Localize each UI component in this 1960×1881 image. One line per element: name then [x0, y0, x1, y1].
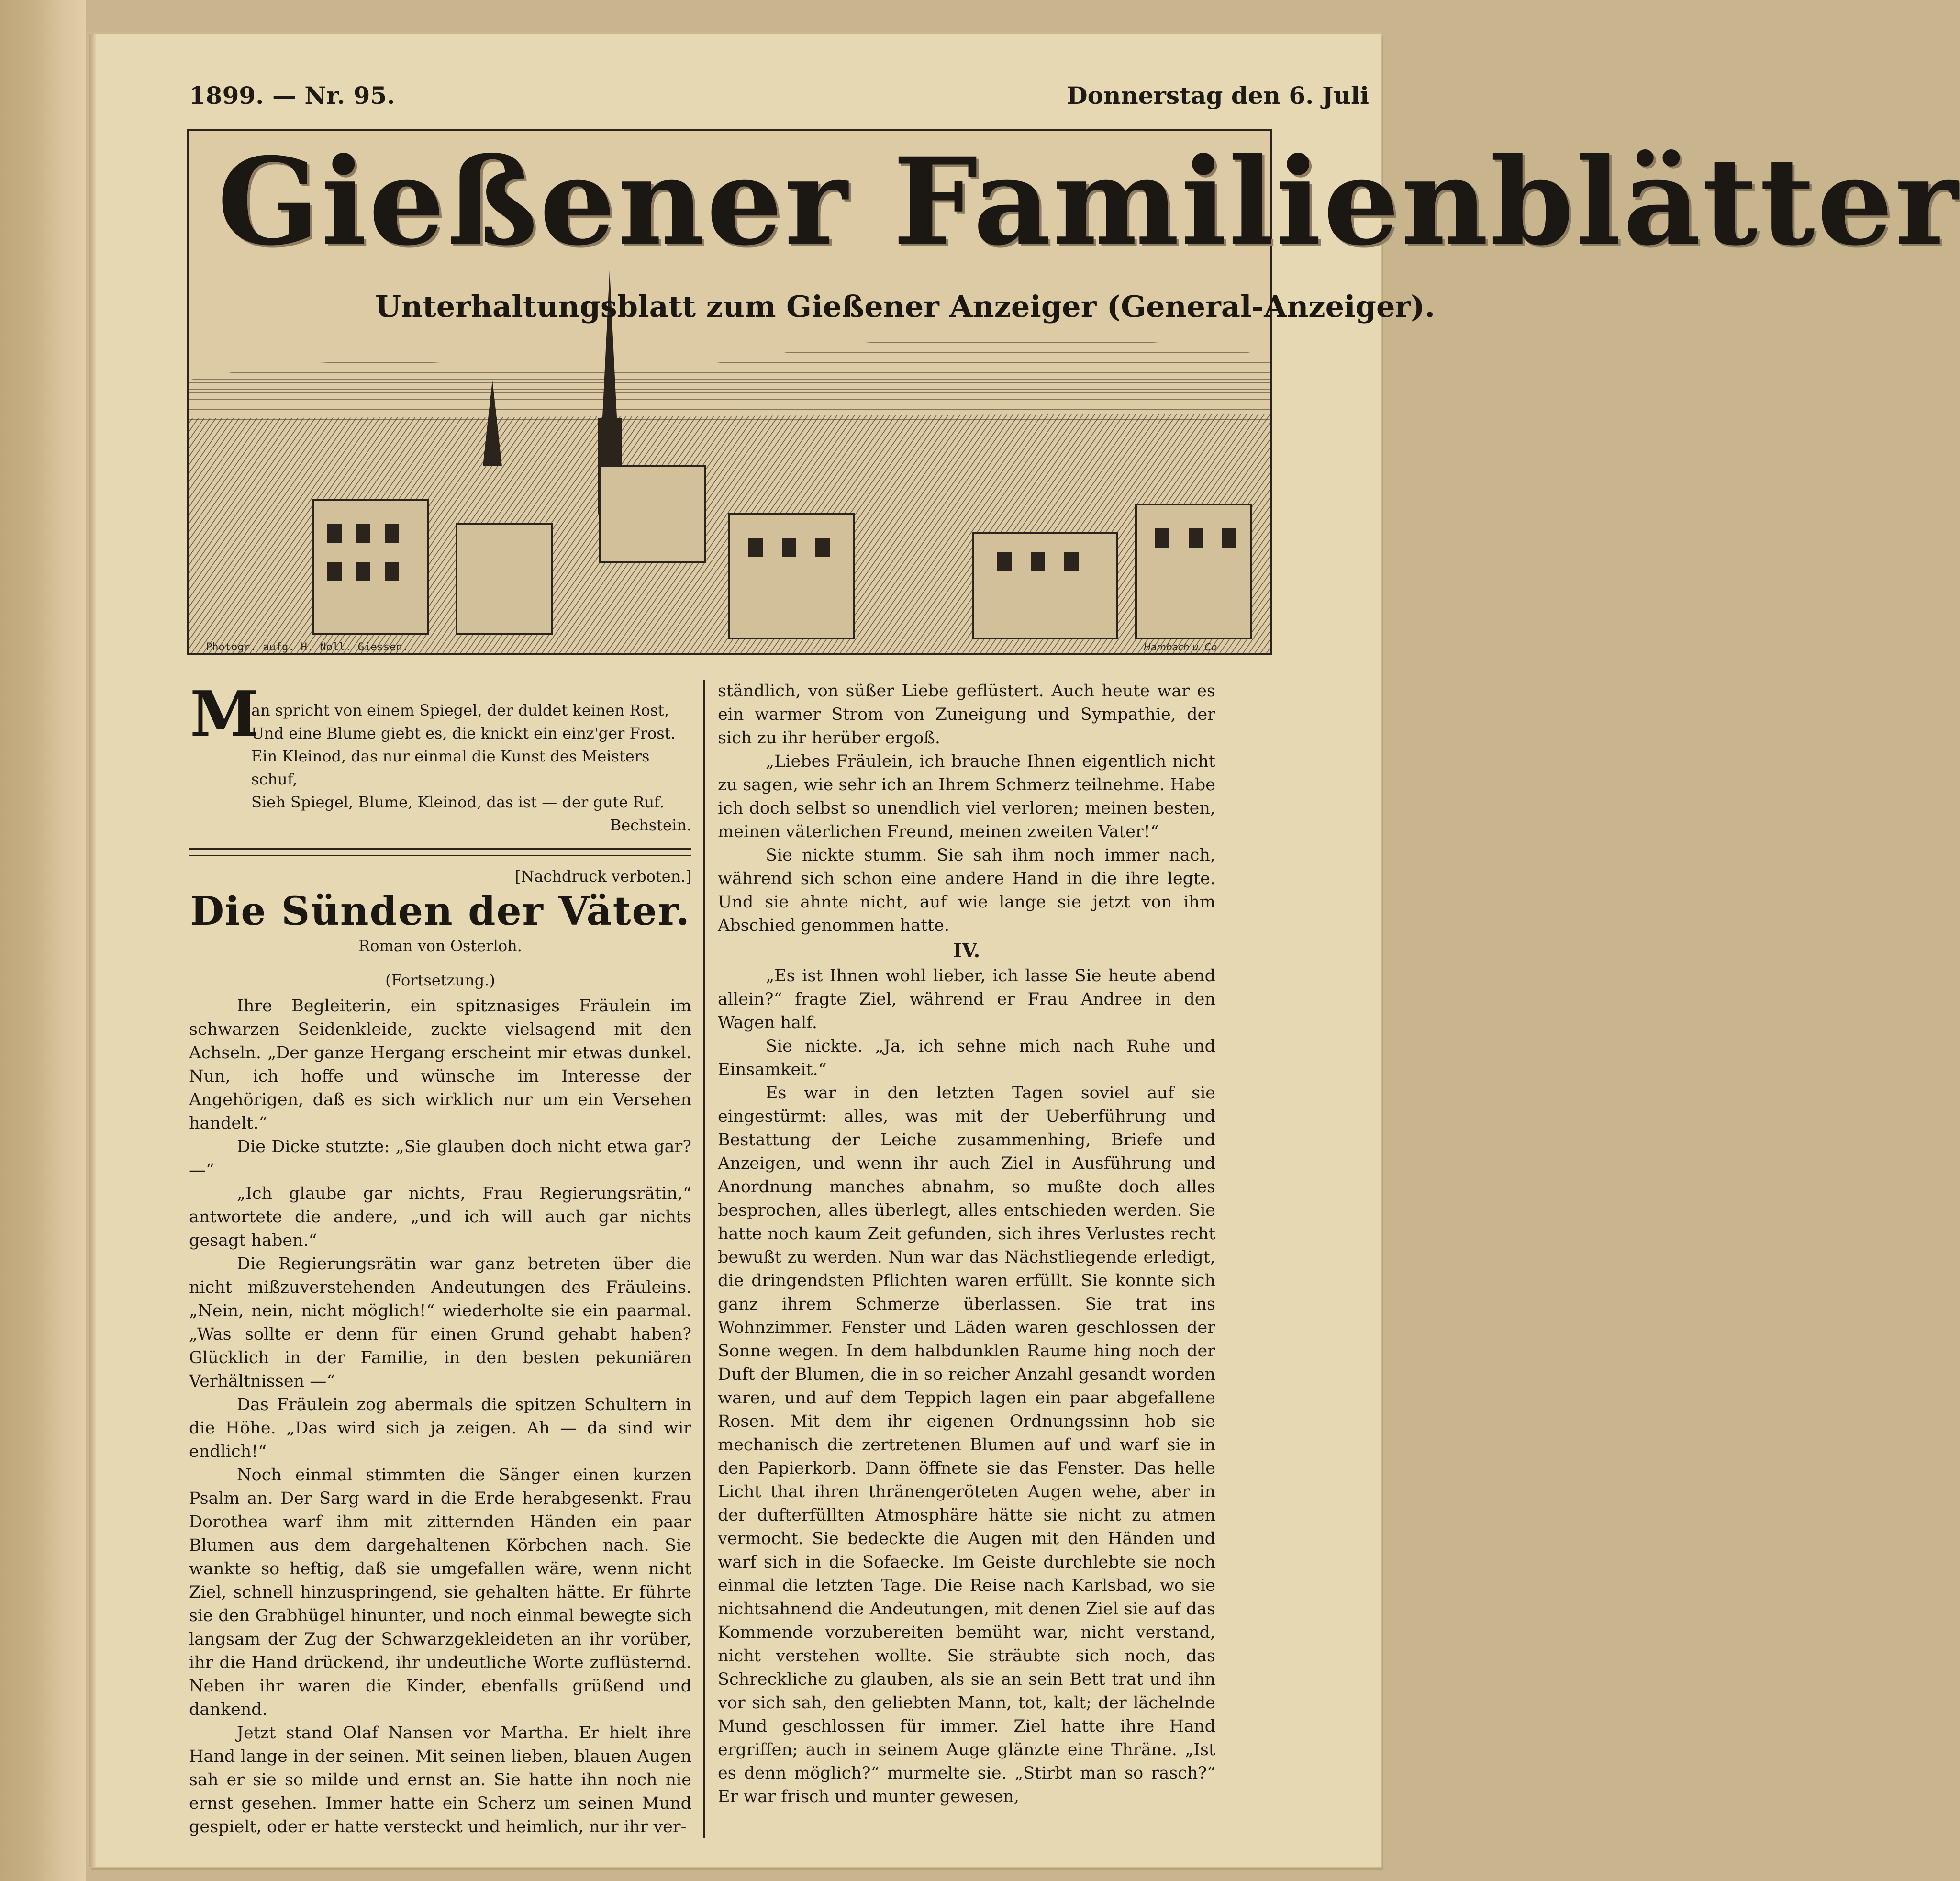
right-column — [718, 680, 1215, 1809]
scan-background-left — [0, 0, 86, 1881]
photo-credit: Photogr. aufg. H. Noll. Giessen. — [206, 641, 409, 653]
motto-line: an spricht von einem Spiegel, der duldet keinen Rost, — [251, 701, 669, 719]
chapter-heading: IV. — [953, 940, 980, 962]
paragraph: ständlich, von süßer Liebe geflüstert. Auch heute war es ein warmer Strom von Zuneigung und Sympathie, der sich zu ihr herüber ergoß. — [718, 682, 1215, 748]
paragraph: Sie nickte. „Ja, ich sehne mich nach Ruhe und Einsamkeit.“ — [718, 1037, 1215, 1079]
novel-title: Die Sünden der Väter. — [190, 888, 690, 934]
masthead-illustration — [187, 129, 1960, 655]
paragraph: Das Fräulein zog abermals die spitzen Schultern in die Höhe. „Das wird sich ja zeigen. Ah — da sind wir endlich!“ — [189, 1395, 691, 1461]
section-divider — [189, 848, 691, 856]
paragraph: „Ich glaube gar nichts, Frau Regierungsrätin,“ antwortete die andere, „und ich will auch gar nichts gesagt haben.“ — [189, 1184, 691, 1250]
paragraph: „Liebes Fräulein, ich brauche Ihnen eigentlich nicht zu sagen, wie sehr ich an Ihrem Schmerz teilnehme. Habe ich doch selbst so unendlich viel verloren; meinen besten, meinen väterlichen Freund, meinen zweiten Vater!“ — [718, 752, 1215, 841]
paragraph: Die Dicke stutzte: „Sie glauben doch nicht etwa gar? —“ — [189, 1137, 691, 1180]
reprint-notice: [Nachdruck verboten.] — [514, 867, 691, 885]
left-column — [189, 677, 691, 1839]
motto-author: Bechstein. — [610, 816, 691, 834]
page-fold — [89, 34, 96, 1867]
motto-line: Sieh Spiegel, Blume, Kleinod, das ist — der gute Ruf. — [251, 793, 664, 811]
paragraph: Jetzt stand Olaf Nansen vor Martha. Er hielt ihre Hand lange in der seinen. Mit seinen lieben, blauen Augen sah er sie so milde und ernst an. Sie hatte ihn noch nie ernst gesehen. Immer hatte ein Scherz um seinen Mund gespielt, oder er hatte versteckt und heimlich, nur ihr ver- — [189, 1724, 691, 1836]
masthead-title: Gießener Familienblätter — [217, 131, 1960, 272]
paragraph: Die Regierungsrätin war ganz betreten über die nicht mißzuverstehenden Andeutungen des Fräuleins. „Nein, nein, nicht möglich!“ wiederholte sie ein paarmal. „Was sollte er denn für einen Grund gehabt haben? Glücklich in der Familie, in den besten pekuniären Verhältnissen —“ — [189, 1254, 691, 1391]
continuation-note: (Fortsetzung.) — [385, 971, 495, 989]
engraver-credit: Hambach u. Co — [1144, 641, 1217, 653]
issue-number: 1899. — Nr. 95. — [189, 81, 395, 110]
paragraph: Es war in den letzten Tagen soviel auf sie eingestürmt: alles, was mit der Ueberführung und Bestattung der Leiche zusammenhing, Briefe und Anzeigen, und wenn ihr auch Ziel in Ausführung und Anordnung manches abnahm, so mußte doch alles besprochen, alles überlegt, alles entschieden werden. Sie hatte noch kaum Zeit gefunden, sich ihres Verlustes recht bewußt zu werden. Nun war das Nächstliegende erledigt, die dringendsten Pflichten waren erfüllt. Sie konnte sich ganz ihrem Schmerze überlassen. Sie trat ins Wohnzimmer. Fenster und Läden waren geschlossen der Sonne wegen. In dem halbdunklen Raume hing noch der Duft der Blumen, die in so reicher Anzahl gesandt worden waren, und auf dem Teppich lagen ein paar abgefallene Rosen. Mit dem ihr eigenen Ordnungssinn hob sie mechanisch die zertretenen Blumen auf und warf sie in den Papierkorb. Dann öffnete sie das Fenster. Das helle Licht that ihren thränengeröteten Augen wehe, aber in der dufterfüllten Atmosphäre hätte sie nicht zu atmen vermocht. Sie bedeckte die Augen mit den Händen und warf sich in die Sofaecke. Im Geiste durchlebte sie noch einmal die letzten Tage. Die Reise nach Karlsbad, wo sie nichtsahnend die Andeutungen, mit denen Ziel sie auf das Kommende vorzubereiten bemüht war, nicht verstand, nicht verstehen wollte. Sie sträubte sich noch, das Schreckliche zu glauben, als sie an sein Bett trat und ihn vor sich sah, den geliebten Mann, tot, kalt; der lächelnde Mund geschlossen für immer. Ziel hatte ihre Hand ergriffen; auch in seinem Auge glänzte eine Thräne. „Ist es denn möglich?“ murmelte sie. „Stirbt man so rasch?“ Er war frisch und munter gewesen, — [718, 1084, 1215, 1806]
motto-block — [189, 677, 691, 838]
masthead-subtitle: Unterhaltungsblatt zum Gießener Anzeiger (General-Anzeiger). — [375, 289, 1436, 324]
paragraph: Sie nickte stumm. Sie sah ihm noch immer nach, während sich schon eine andere Hand in die ihre legte. Und sie ahnte nicht, auf wie lange sie jetzt von ihm Abschied genommen hatte. — [718, 846, 1215, 935]
paragraph: Ihre Begleiterin, ein spitznasiges Fräulein im schwarzen Seidenkleide, zuckte vielsagend mit den Achseln. „Der ganze Hergang erscheint mir etwas dunkel. Nun, ich hoffe und wünsche im Interesse der Angehörigen, daß es sich wirklich nur um ein Versehen handelt.“ — [189, 996, 691, 1133]
novel-byline: Roman von Osterloh. — [358, 937, 522, 955]
issue-date: Donnerstag den 6. Juli — [1067, 81, 1369, 110]
paragraph: Noch einmal stimmten die Sänger einen kurzen Psalm an. Der Sarg ward in die Erde herabgesenkt. Frau Dorothea warf ihm mit zitternden Händen ein paar Blumen aus dem dargehaltenen Körbchen nach. Sie wankte so heftig, daß sie umgefallen wäre, wenn nicht Ziel, schnell hinzuspringend, sie gehalten hätte. Er führte sie den Grabhügel hinunter, und noch einmal bewegte sich langsam der Zug der Schwarzgekleideten an ihr vorüber, ihr die Hand drückend, ihr undeutliche Worte zuflüsternd. Neben ihr waren die Kinder, ebenfalls grüßend und dankend. — [189, 1466, 691, 1719]
motto-line: Und eine Blume giebt es, die knickt ein einz'ger Frost. — [251, 724, 676, 742]
column-rule — [703, 680, 705, 1838]
paragraph: „Es ist Ihnen wohl lieber, ich lasse Sie heute abend allein?“ fragte Ziel, während er Frau Andree in den Wagen half. — [718, 966, 1215, 1032]
motto-dropcap: M — [190, 677, 259, 750]
motto-line: Ein Kleinod, das nur einmal die Kunst des Meisters schuf, — [251, 747, 650, 788]
